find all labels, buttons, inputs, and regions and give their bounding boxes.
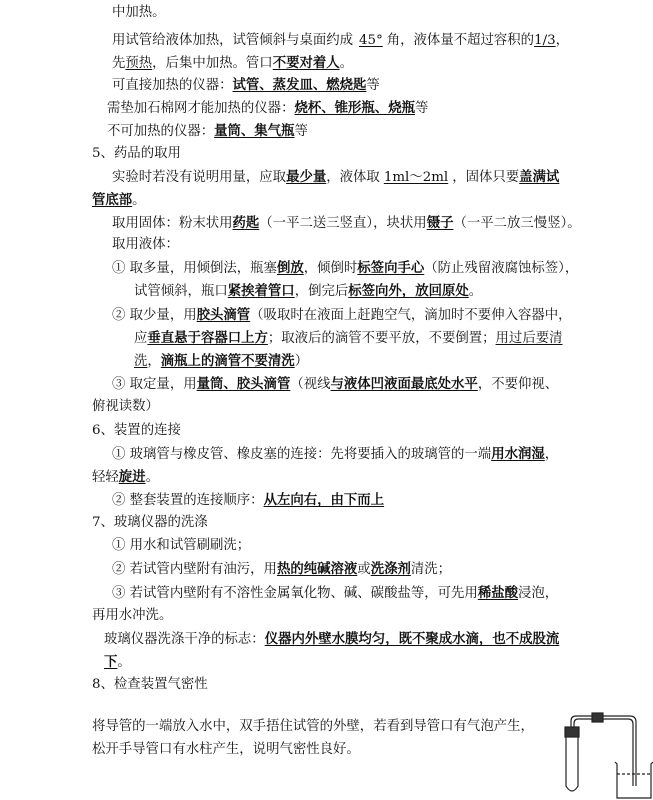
- s5-line-2: 管底部。: [92, 192, 146, 208]
- s5-item-1-line-1: ① 取多量，用倾倒法，瓶塞倒放，倾倒时标签向手心（防止残留液腐蚀标签），: [112, 260, 579, 276]
- gauze-heat-line: 需垫加石棉网才能加热的仪器：烧杯、锥形瓶、烧瓶等: [107, 100, 429, 116]
- heat-line-3: 先预热，后集中加热。管口不要对着人。: [112, 55, 354, 71]
- no-heat-line: 不可加热的仪器：量筒、集气瓶等: [107, 123, 308, 139]
- s7-item-1: ① 用水和试管刷刷洗；: [112, 538, 251, 553]
- s7-item-3-line-1: ③ 若试管内壁附有不溶性金属氧化物、碱、碳酸盐等，可先用稀盐酸浸泡，: [112, 585, 559, 601]
- volume-fraction: 1/3: [534, 33, 556, 48]
- s6-item-1-line-1: ① 玻璃管与橡皮管、橡皮塞的连接：先将要插入的玻璃管的一端用水润湿，: [112, 446, 559, 462]
- airtightness-apparatus-illustration: [550, 700, 653, 800]
- s5-item-2-line-2: 应垂直悬于容器口上方；取液后的滴管不要平放，不要倒置；用过后要清: [134, 330, 563, 346]
- airtight-line-1: 将导管的一端放入水中，双手捂住试管的外壁，若看到导管口有气泡产生，: [92, 719, 534, 734]
- clean-criteria-line-1: 玻璃仪器洗涤干净的标志：仪器内外壁水膜均匀，既不聚成水滴，也不成股流: [104, 631, 560, 647]
- solid-taking-line: 取用固体：粉末状用药匙（一平二送三竖直），块状用镊子（一平二放三慢竖）。: [112, 215, 581, 231]
- heat-line-2: 用试管给液体加热，试管倾斜与桌面约成 45° 角，液体量不超过容积的1/3，: [112, 33, 570, 48]
- s5-line-1: 实验时若没有说明用量，应取最少量，液体取 1ml～2ml ，固体只要盖满试: [112, 169, 560, 185]
- s5-item-2-line-3: 洗，滴瓶上的滴管不要清洗）: [134, 353, 309, 369]
- s5-item-3-line-1: ③ 取定量，用量筒、胶头滴管（视线与液体凹液面最底处水平，不要仰视、: [112, 376, 559, 392]
- s5-item-3-line-2: 俯视读数）: [92, 399, 159, 414]
- direct-heat-line: 可直接加热的仪器：试管、蒸发皿、燃烧匙等: [112, 77, 380, 93]
- s5-item-1-line-2: 试管倾斜，瓶口紧挨着管口，倒完后标签向外，放回原处。: [134, 283, 483, 299]
- s7-item-2: ② 若试管内壁附有油污，用热的纯碱溶液或洗涤剂清洗；: [112, 561, 452, 577]
- heat-line-1: 中加热。: [112, 5, 166, 20]
- s7-item-3-line-2: 再用水冲洗。: [92, 608, 173, 623]
- s5-item-2-line-1: ② 取少量，用胶头滴管（吸取时在液面上赶跑空气，滴加时不要伸入容器中，: [112, 307, 572, 323]
- section-7-heading: 7、玻璃仪器的洗涤: [92, 515, 208, 530]
- s6-item-2: ② 整套装置的连接顺序：从左向右，由下而上: [112, 492, 385, 508]
- s6-item-1-line-2: 轻轻旋进。: [92, 469, 159, 485]
- clean-criteria-line-2: 下。: [104, 654, 131, 670]
- section-6-heading: 6、装置的连接: [92, 423, 181, 438]
- section-5-heading: 5、药品的取用: [92, 146, 181, 161]
- airtight-line-2: 松开手导管口有水柱产生，说明气密性良好。: [92, 742, 360, 757]
- section-8-heading: 8、检查装置气密性: [92, 677, 208, 692]
- angle-value: 45°: [359, 33, 383, 48]
- liquid-taking-label: 取用液体：: [112, 237, 179, 252]
